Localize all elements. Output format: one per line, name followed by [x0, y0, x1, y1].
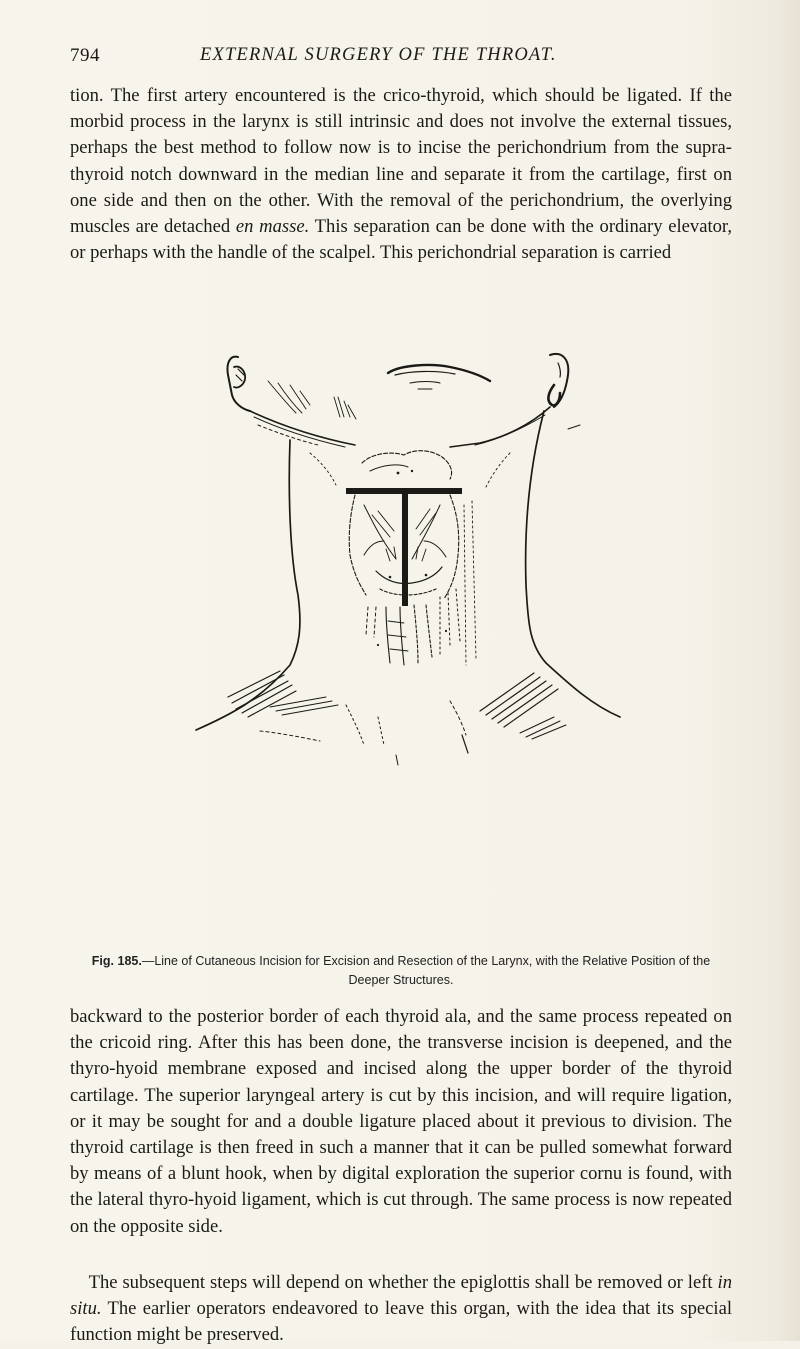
paragraph-2: backward to the posterior border of each thyroid ala, and the same process repeated on the cricoid ring. After this has been done, the transverse incision is deepened, and the thyro-hyoid membrane exposed and incised along the upper border of the thyroid cartilage. The superior laryngeal artery is cut by this incision, and will require ligation, or it may be sought for and a double ligature placed about it previous to division. The thyroid cartilage is then freed in such a manner that it can be pulled somewhat forward by means of a blunt hook, when by digital exploration the superior cornu is found, with the lateral thyro-hyoid ligament, which is cut through. The same process is now repeated on the opposite side. — [70, 1006, 732, 1237]
page-header — [70, 45, 730, 75]
paragraph-1-text: tion. The first artery encountered is the crico-thyroid, which should be ligated. If the morbid process in the larynx is still intrinsic and does not involve the external tissues, perhaps the best method to follow now is to incise the perichondrium from the supra-thyroid notch downward in the median line and separate it from the cartilage, first on one side and then on the other. With the removal of the perichondrium, the overlying muscles are detached — [70, 85, 732, 238]
paragraph-1-italic: en masse. — [235, 216, 310, 238]
page-number: 794 — [70, 45, 100, 66]
figure-caption — [70, 952, 732, 990]
paragraph-3 — [70, 1270, 732, 1349]
figure-caption-text: —Line of Cutaneous Incision for Excision and Resection of the Larynx, with the Relative Position of the Deeper Structures. — [141, 954, 711, 987]
paragraph-3-end: The earlier operators endeavored to leave this organ, with the idea that its special function might be preserved. — [70, 1298, 732, 1346]
larynx-incision-illustration — [150, 345, 650, 775]
running-title: EXTERNAL SURGERY OF THE THROAT. — [200, 45, 557, 65]
figure-label: Fig. 185. — [91, 954, 142, 968]
paragraph-1-end: This separation can be done with the ordinary elevator, or perhaps with the handle of the scalpel. This perichondrial separation is carried — [70, 216, 733, 264]
paragraph-3-text: The subsequent steps will depend on whether the epiglottis shall be removed or left — [88, 1272, 713, 1293]
paragraph-1 — [70, 83, 732, 266]
paragraph-3-italic: in situ. — [70, 1272, 732, 1320]
